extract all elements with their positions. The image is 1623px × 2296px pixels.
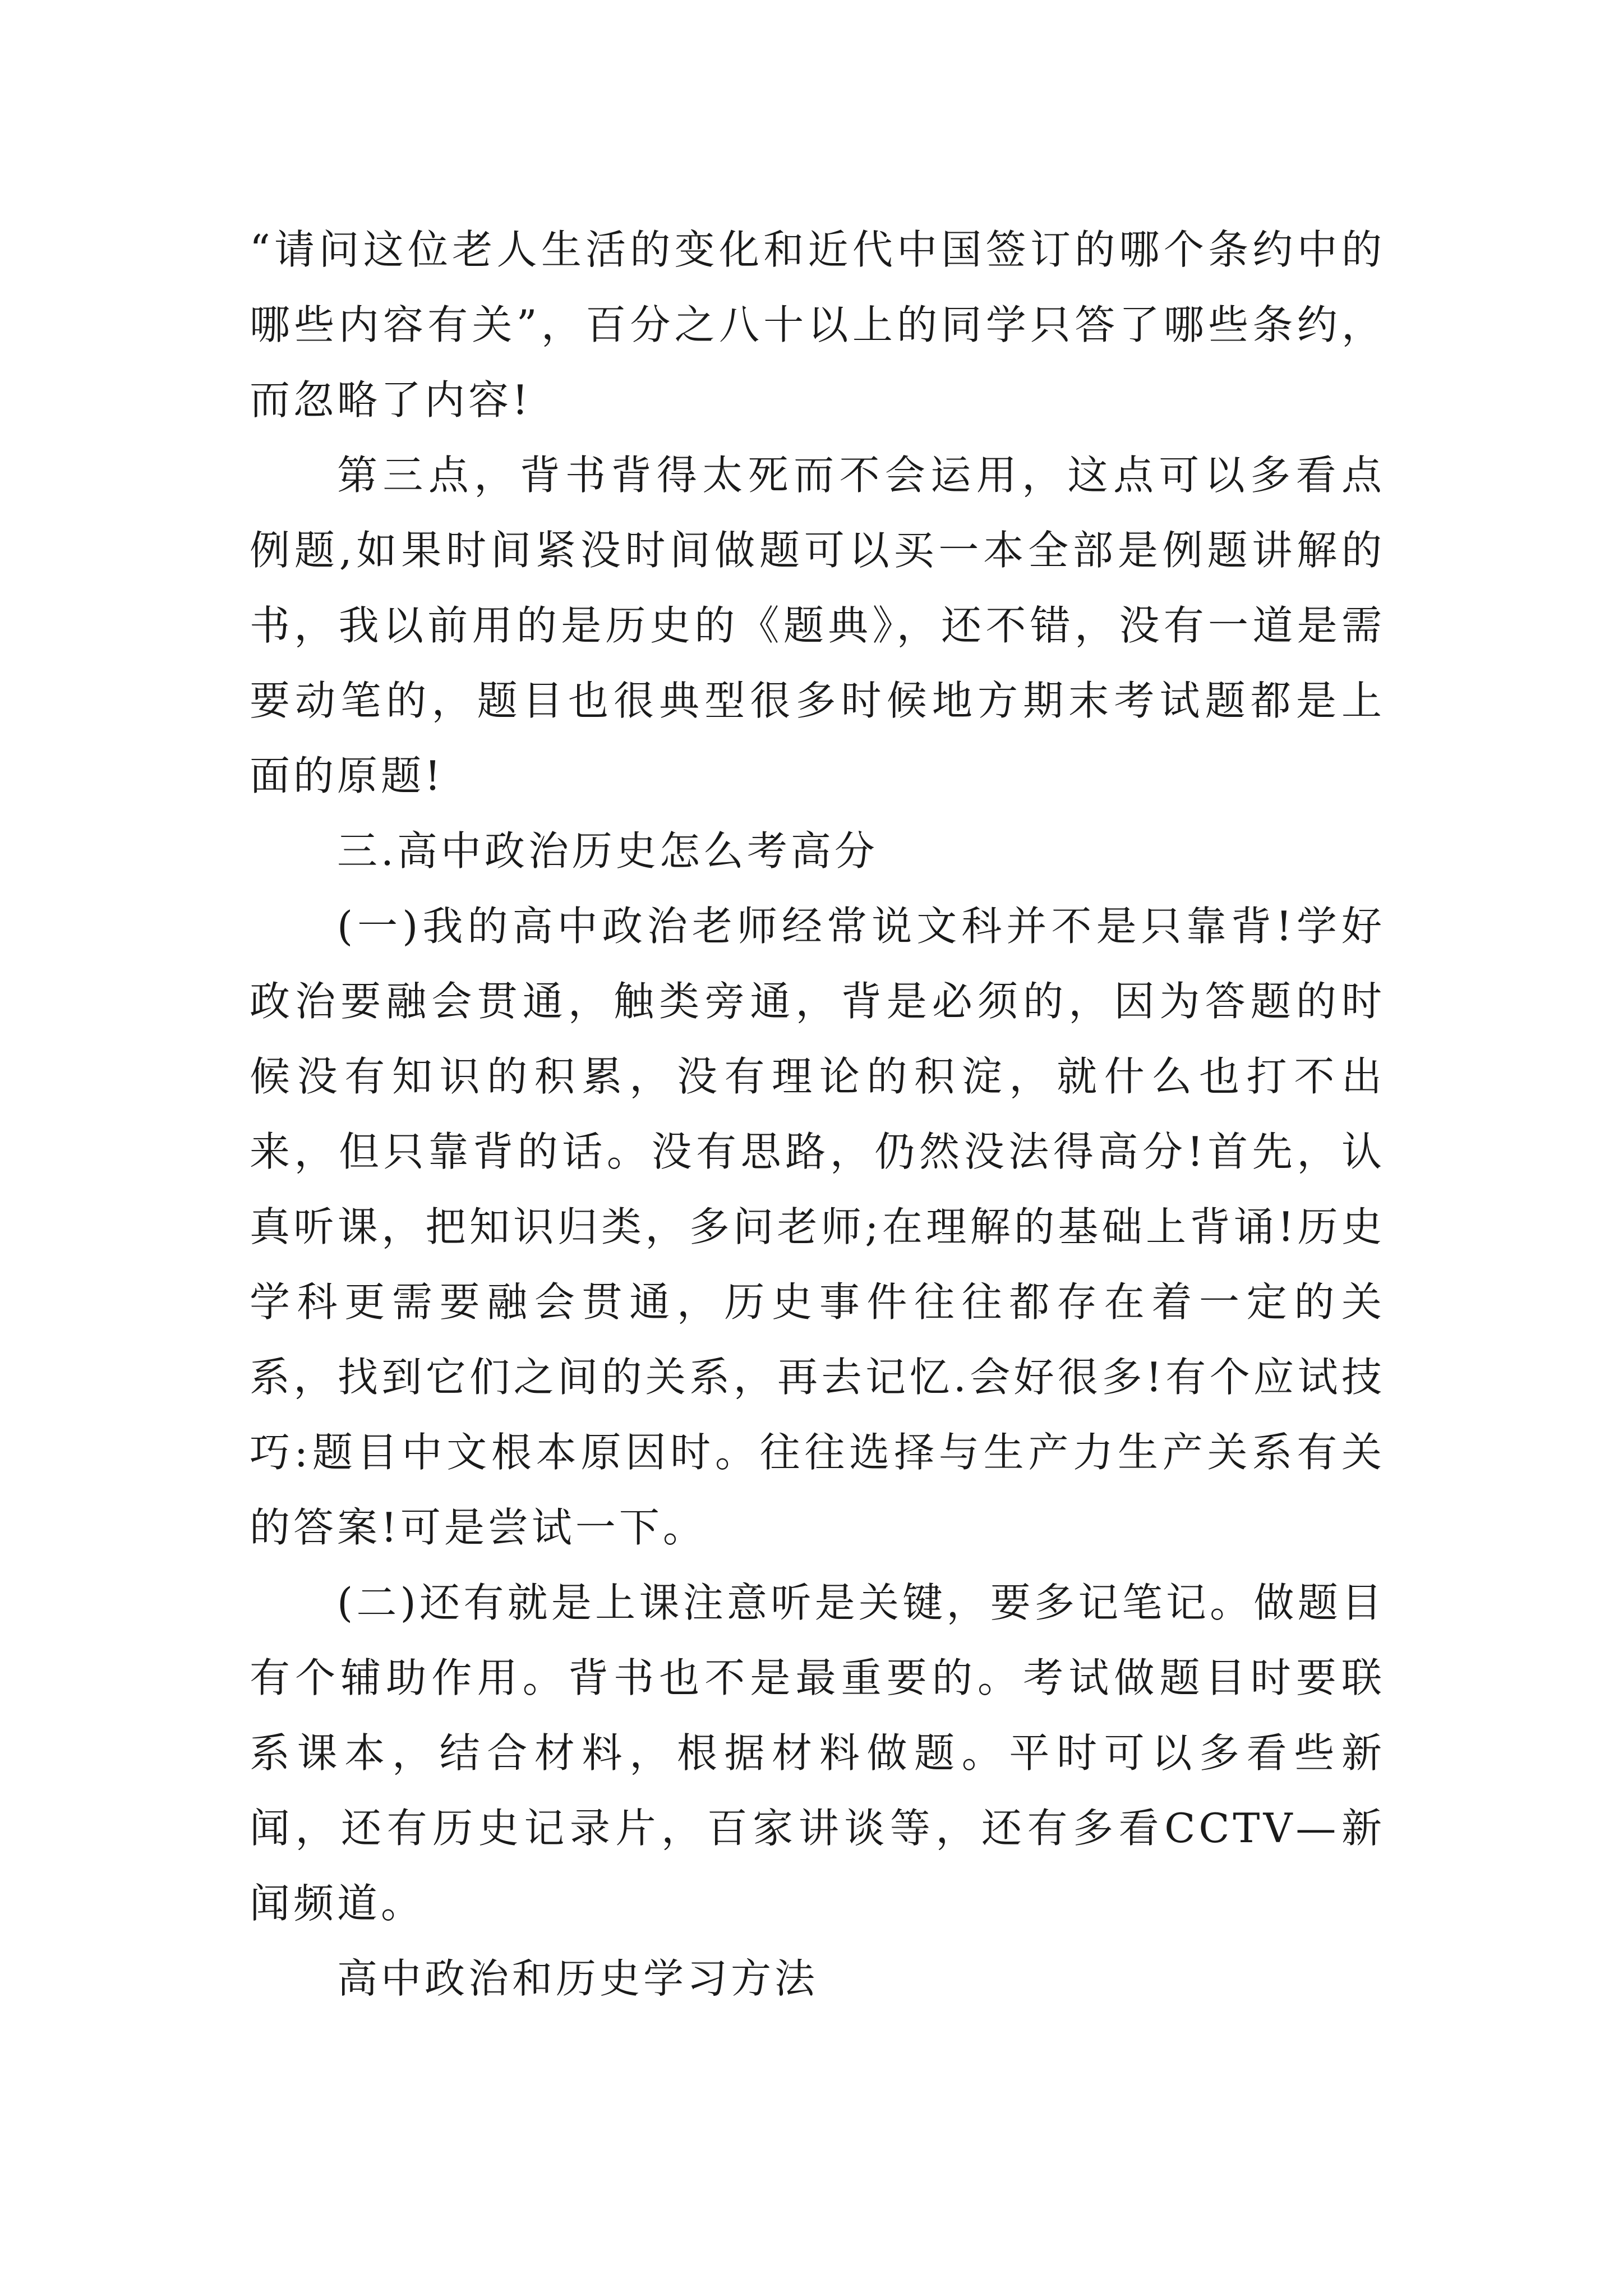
- document-body: [250, 212, 1385, 2016]
- section-heading: 三.高中政治历史怎么考高分: [337, 827, 878, 875]
- paragraph-3: (一)我的高中政治老师经常说文科并不是只靠背!学好政治要融会贯通，触类旁通，背是必须的，因为答题的时候没有知识的积累，没有理论的积淀，就什么也打不出来，但只靠背的话。没有思路，仍然没法得高分!首先，认真听课，把知识归类，多问老师;在理解的基础上背诵!历史学科更需要融会贯通，历史事件往往都存在着一定的关系，找到它们之间的关系，再去记忆.会好很多!有个应试技巧:题目中文根本原因时。往往选择与生产力生产关系有关的答案!可是尝试一下。: [250, 903, 1385, 1551]
- paragraph-2: 第三点，背书背得太死而不会运用，这点可以多看点例题,如果时间紧没时间做题可以买一本全部是例题讲解的书，我以前用的是历史的《题典》，还不错，没有一道是需要动笔的，题目也很典型很多时候地方期末考试题都是上面的原题!: [250, 452, 1385, 799]
- paragraph-4: (二)还有就是上课注意听是关键，要多记笔记。做题目有个辅助作用。背书也不是最重要的。考试做题目时要联系课本，结合材料，根据材料做题。平时可以多看些新闻，还有历史记录片，百家讲谈等，还有多看CCTV—新闻频道。: [250, 1579, 1385, 1927]
- closing-heading: 高中政治和历史学习方法: [337, 1955, 819, 2002]
- paragraph-1: “请问这位老人生活的变化和近代中国签订的哪个条约中的哪些内容有关”，百分之八十以上的同学只答了哪些条约，而忽略了内容!: [250, 226, 1385, 424]
